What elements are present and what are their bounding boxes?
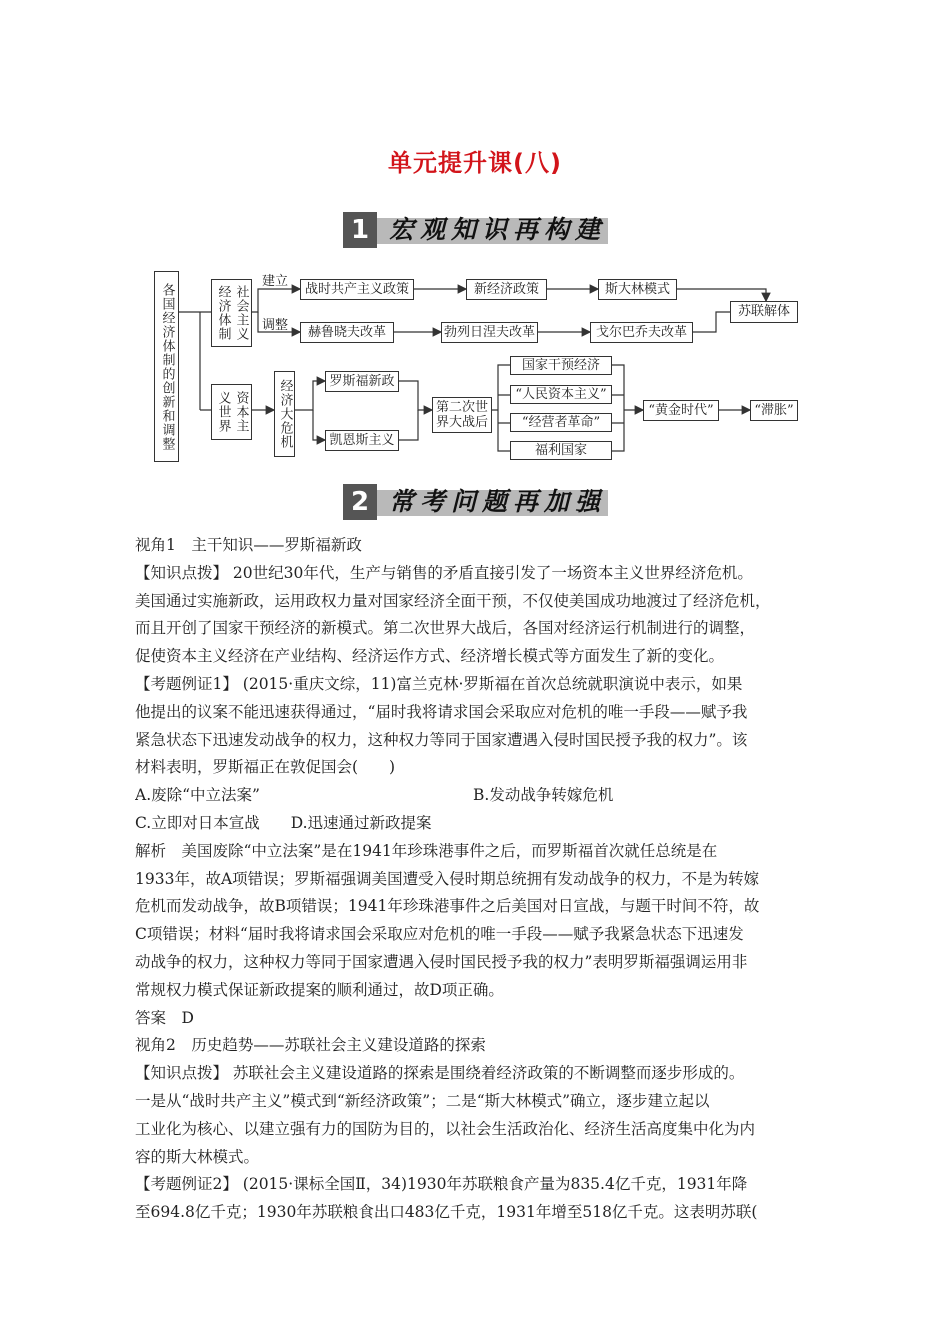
text-line: 视角2 历史趋势——苏联社会主义建设道路的探索: [135, 1036, 486, 1055]
node-khrushchev: 赫鲁晓夫改革: [300, 322, 394, 343]
node-keynes: 凯恩斯主义: [325, 430, 399, 451]
option-a: A.废除“中立法案”: [135, 786, 260, 805]
socialist-node: 社会主义经济体制: [211, 279, 252, 347]
node-war-communism: 战时共产主义政策: [300, 279, 414, 300]
root-node: 各国经济体制的创新和调整: [154, 271, 179, 462]
text-line: 材料表明，罗斯福正在敦促国会( ): [135, 758, 396, 777]
text-line: 常规权力模式保证新政提案的顺利通过，故D项正确。: [135, 980, 504, 999]
text-line: 【考题例证1】 (2015·重庆文综，11)富兰克林·罗斯福在首次总统就职演说中表示，如果: [135, 674, 743, 693]
text-line: 【考题例证2】 (2015·课标全国Ⅱ，34)1930年苏联粮食产量为835.4亿千克，1931年降: [135, 1175, 748, 1194]
text-line: 美国通过实施新政，运用政权力量对国家经济全面干预，不仅使美国成功地渡过了经济危机，: [135, 591, 771, 610]
node-stalin: 斯大林模式: [598, 279, 677, 300]
section-number: 1: [343, 212, 377, 248]
label-adjust: 调整: [262, 318, 289, 333]
text-line: 容的斯大林模式。: [135, 1147, 260, 1166]
node-stagflation: “滞胀”: [750, 400, 798, 421]
label-build: 建立: [262, 274, 289, 289]
text-line: 紧急状态下迅速发动战争的权力，这种权力等同于国家遭遇入侵时国民授予我的权力”。该: [135, 730, 748, 749]
section-heading: 宏观知识再构建: [389, 215, 607, 244]
text-line: 【知识点拨】 苏联社会主义建设道路的探索是围绕着经济政策的不断调整而逐步形成的。: [135, 1064, 745, 1083]
concept-diagram: [0, 0, 950, 480]
node-gorbachev: 戈尔巴乔夫改革: [590, 322, 693, 343]
options-row-cd: C.立即对日本宣战 D.迅速通过新政提案: [135, 813, 432, 832]
node-brezhnev: 勃列日涅夫改革: [441, 322, 538, 343]
section-number: 2: [343, 484, 377, 520]
text-line: C项错误；材料“届时我将请求国会采取应对危机的唯一手段——赋予我紧急状态下迅速发: [135, 925, 744, 944]
text-line: 促使资本主义经济在产业结构、经济运作方式、经济增长模式等方面发生了新的变化。: [135, 647, 725, 666]
node-crisis: 经济大危机: [274, 371, 295, 457]
section-heading: 常考问题再加强: [389, 487, 607, 516]
node-ussr-collapse: 苏联解体: [730, 301, 798, 323]
node-welfare: 福利国家: [510, 441, 612, 460]
node-new-deal: 罗斯福新政: [325, 371, 399, 392]
text-line: 【知识点拨】 20世纪30年代，生产与销售的矛盾直接引发了一场资本主义世界经济危机。: [135, 563, 753, 582]
text-line: 视角1 主干知识——罗斯福新政: [135, 536, 362, 554]
text-line: 至694.8亿千克；1930年苏联粮食出口483亿千克，1931年增至518亿千克。这表明苏联(: [135, 1203, 758, 1222]
text-line: 而且开创了国家干预经济的新模式。第二次世界大战后，各国对经济运行机制进行的调整，: [135, 619, 756, 638]
document-body: [135, 532, 825, 1227]
text-line: 动战争的权力，这种权力等同于国家遭遇入侵时国民授予我的权力”表明罗斯福强调运用非: [135, 952, 748, 971]
option-b: B.发动战争转嫁危机: [473, 786, 614, 805]
page-title: 单元提升课(八): [388, 149, 562, 177]
options-row-ab: [135, 782, 825, 810]
text-line: 他提出的议案不能迅速获得通过，“届时我将请求国会采取应对危机的唯一手段——赋予我: [135, 702, 748, 721]
capitalist-node: 资本主义世界: [211, 384, 252, 440]
node-manager-revolution: “经营者革命”: [510, 413, 612, 432]
section-banner-2: [343, 484, 608, 520]
node-nep: 新经济政策: [466, 279, 547, 300]
answer-line: 答案 D: [135, 1008, 194, 1027]
node-post-war: 第二次世界大战后: [432, 397, 492, 433]
node-state-intervention: 国家干预经济: [510, 356, 612, 375]
text-line: 1933年，故A项错误；罗斯福强调美国遭受入侵时期总统拥有发动战争的权力，不是为转嫁: [135, 869, 760, 888]
text-line: 解析 美国废除“中立法案”是在1941年珍珠港事件之后，而罗斯福首次就任总统是在: [135, 841, 718, 860]
text-line: 工业化为核心、以建立强有力的国防为目的，以社会生活政治化、经济生活高度集中化为内: [135, 1119, 756, 1138]
text-line: 一是从“战时共产主义”模式到“新经济政策”；二是“斯大林模式”确立，逐步建立起以: [135, 1091, 710, 1110]
text-line: 危机而发动战争，故B项错误；1941年珍珠港事件之后美国对日宣战，与题干时间不符，故: [135, 897, 760, 916]
node-golden-age: “黄金时代”: [643, 400, 719, 421]
node-people-capitalism: “人民资本主义”: [510, 385, 612, 404]
